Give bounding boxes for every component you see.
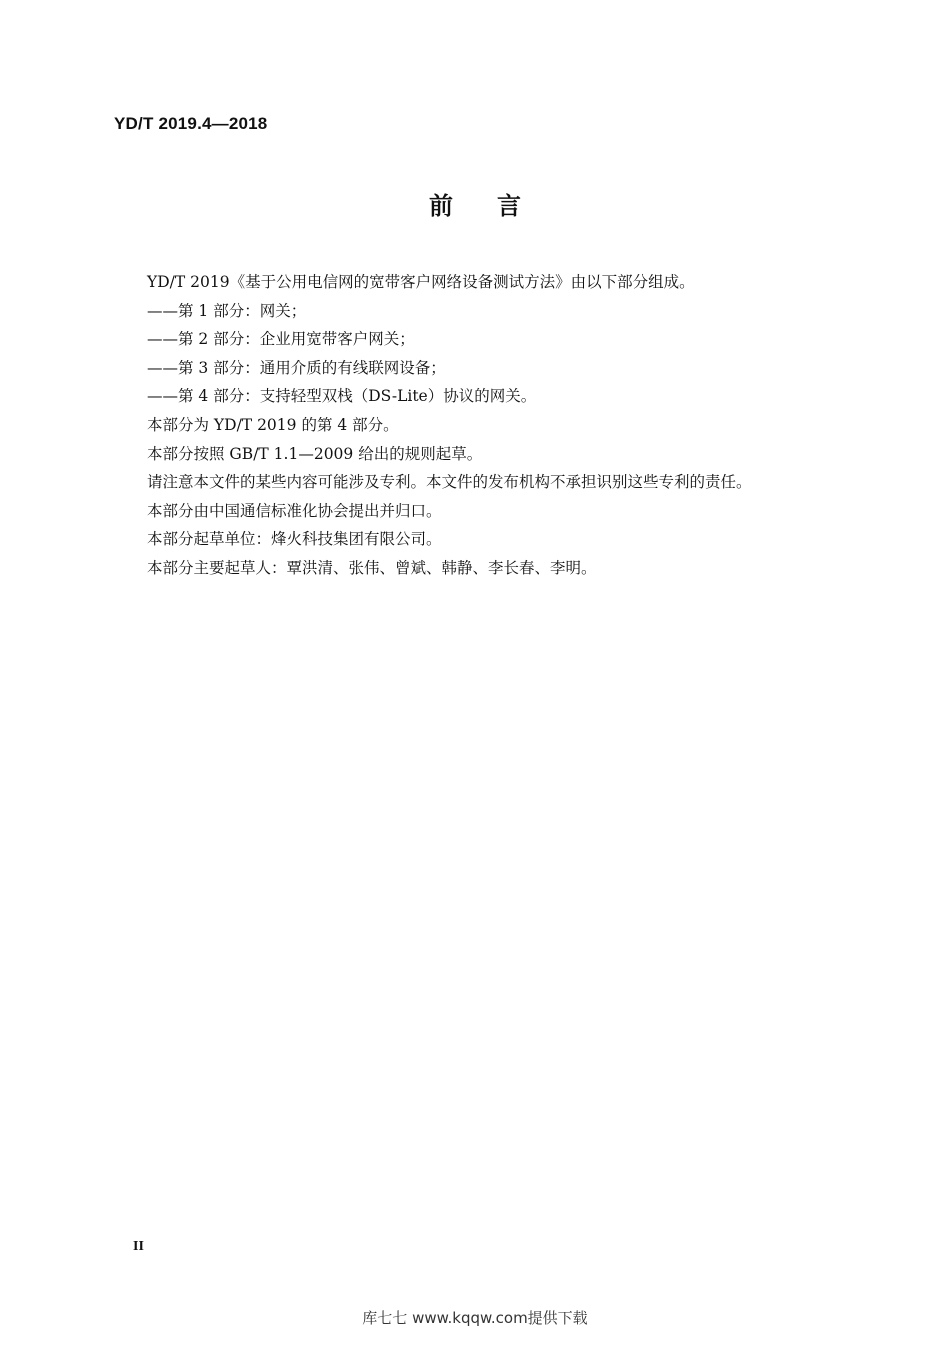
paragraph-part-statement: 本部分为 YD/T 2019 的第 4 部分。 — [147, 415, 399, 434]
list-item-part-2: ——第 2 部分：企业用宽带客户网关； — [147, 330, 415, 349]
paragraph-proposer: 本部分由中国通信标准化协会提出并归口。 — [147, 501, 442, 520]
paragraph-intro: YD/T 2019《基于公用电信网的宽带客户网络设备测试方法》由以下部分组成。 — [147, 273, 695, 291]
list-item-part-3: ——第 3 部分：通用介质的有线联网设备； — [147, 358, 446, 377]
paragraph-drafters: 本部分主要起草人：覃洪清、张伟、曾斌、韩静、李长春、李明。 — [147, 558, 597, 577]
paragraph-patent-notice: 请注意本文件的某些内容可能涉及专利。本文件的发布机构不承担识别这些专利的责任。 — [147, 473, 752, 492]
page-number: II — [133, 1239, 144, 1254]
footer-watermark: 库七七 www.kqqw.com提供下载 — [362, 1309, 588, 1327]
document-code: YD/T 2019.4—2018 — [114, 114, 268, 133]
page-title: 前言 — [429, 192, 565, 220]
list-item-part-4: ——第 4 部分：支持轻型双栈（DS-Lite）协议的网关。 — [147, 387, 537, 406]
paragraph-drafting-unit: 本部分起草单位：烽火科技集团有限公司。 — [147, 530, 442, 549]
list-item-part-1: ——第 1 部分：网关； — [147, 301, 307, 320]
foreword-body — [147, 268, 847, 583]
paragraph-drafting-rules: 本部分按照 GB/T 1.1—2009 给出的规则起草。 — [147, 444, 483, 463]
